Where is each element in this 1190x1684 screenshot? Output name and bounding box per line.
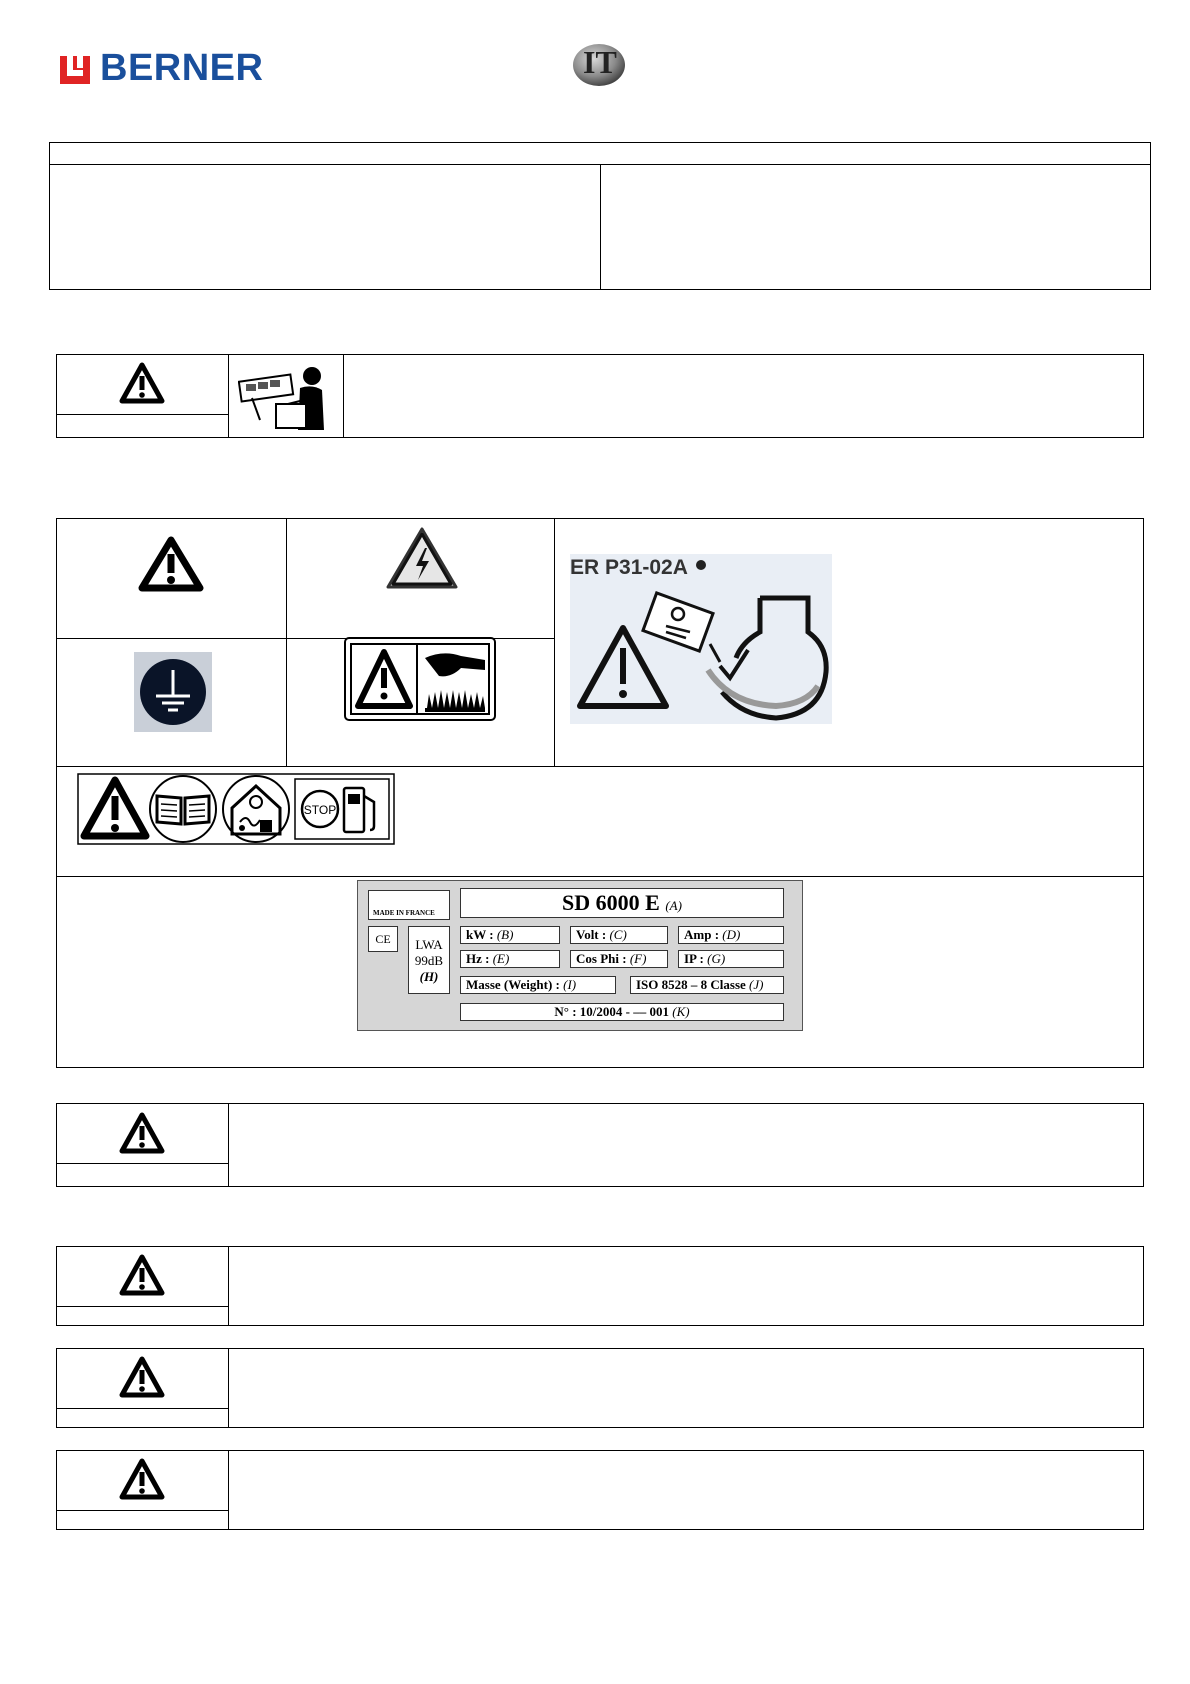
warning-row: [56, 1450, 1144, 1530]
language-badge: [572, 43, 626, 87]
lwa-label: LWA: [415, 937, 443, 952]
hz-label: Hz :: [466, 951, 493, 966]
warning-triangle-icon: [80, 776, 150, 840]
serial-box: [460, 1003, 784, 1021]
iso-box: [630, 976, 784, 994]
serial-ref: (K): [672, 1004, 690, 1019]
model-box: [460, 888, 784, 918]
serial-label: N° : 10/2004 - –– 001: [554, 1004, 673, 1019]
iso-label: ISO 8528 – 8 Classe: [636, 977, 750, 992]
language-badge-text: IT: [583, 44, 617, 80]
weight-ref: (I): [563, 977, 577, 992]
divider: [56, 1306, 228, 1307]
read-manual-icon: [238, 364, 338, 434]
amp-box: [678, 926, 784, 944]
divider: [56, 766, 1144, 767]
model-text: SD 6000 E: [562, 890, 660, 915]
svg-text:STOP: STOP: [303, 803, 337, 817]
brand-name: BERNER: [100, 47, 264, 89]
weight-box: [460, 976, 616, 994]
made-in-text: MADE IN FRANCE: [373, 909, 435, 917]
warning-triangle-icon: [119, 1458, 165, 1500]
cosphi-ref: (F): [629, 951, 647, 966]
oil-level-warning-label: [570, 554, 832, 724]
cosphi-label: Cos Phi :: [576, 951, 630, 966]
divider: [228, 1103, 229, 1187]
lwa-ref: (H): [419, 969, 439, 984]
oil-label-code: ER P31-02A: [570, 556, 688, 579]
iso-ref: (J): [749, 977, 764, 992]
divider: [56, 414, 228, 415]
weight-label: Masse (Weight) :: [466, 977, 564, 992]
read-manual-table: [56, 354, 1144, 438]
divider: [343, 354, 344, 438]
berner-logo: [60, 47, 264, 90]
volt-label: Volt :: [576, 927, 610, 942]
berner-logo-mark-icon: [60, 54, 92, 86]
divider: [554, 518, 555, 766]
divider: [228, 1348, 229, 1428]
divider: [56, 1510, 228, 1511]
ce-mark: CE: [375, 932, 391, 946]
hz-ref: (E): [492, 951, 510, 966]
ip-label: IP :: [684, 951, 708, 966]
warning-triangle-icon: [119, 1112, 165, 1154]
kw-box: [460, 926, 560, 944]
kw-ref: (B): [496, 927, 514, 942]
hot-surface-icon: [343, 636, 497, 722]
stop-before-refuel-icon: [294, 778, 390, 840]
kw-label: kW :: [466, 927, 497, 942]
book-icon: [147, 774, 219, 844]
divider: [56, 876, 1144, 877]
electric-shock-icon: [385, 526, 459, 590]
amp-label: Amp :: [684, 927, 723, 942]
earth-ground-icon: [134, 652, 212, 732]
volt-ref: (C): [609, 927, 627, 942]
warning-row: [56, 1103, 1144, 1187]
info-table-column-divider: [600, 164, 601, 290]
ip-ref: (G): [707, 951, 726, 966]
cosphi-box: [570, 950, 668, 968]
warning-triangle-icon: [119, 362, 165, 404]
ce-box: [368, 926, 398, 952]
hz-box: [460, 950, 560, 968]
warning-row: [56, 1348, 1144, 1428]
divider: [228, 1246, 229, 1326]
lwa-value: 99dB: [414, 953, 444, 968]
ip-box: [678, 950, 784, 968]
divider: [286, 518, 287, 766]
divider: [56, 1408, 228, 1409]
divider: [56, 1163, 228, 1164]
lwa-box: [408, 926, 450, 994]
warning-row: [56, 1246, 1144, 1326]
warning-triangle-icon: [119, 1356, 165, 1398]
model-ref: (A): [665, 898, 682, 913]
warning-triangle-icon: [138, 536, 204, 592]
amp-ref: (D): [722, 927, 741, 942]
volt-box: [570, 926, 668, 944]
warning-triangle-icon: [119, 1254, 165, 1296]
oil-level-icon: [570, 554, 832, 724]
divider: [228, 1450, 229, 1530]
divider: [228, 354, 229, 438]
made-in-box: [368, 890, 450, 920]
no-indoor-exhaust-icon: [220, 774, 292, 844]
